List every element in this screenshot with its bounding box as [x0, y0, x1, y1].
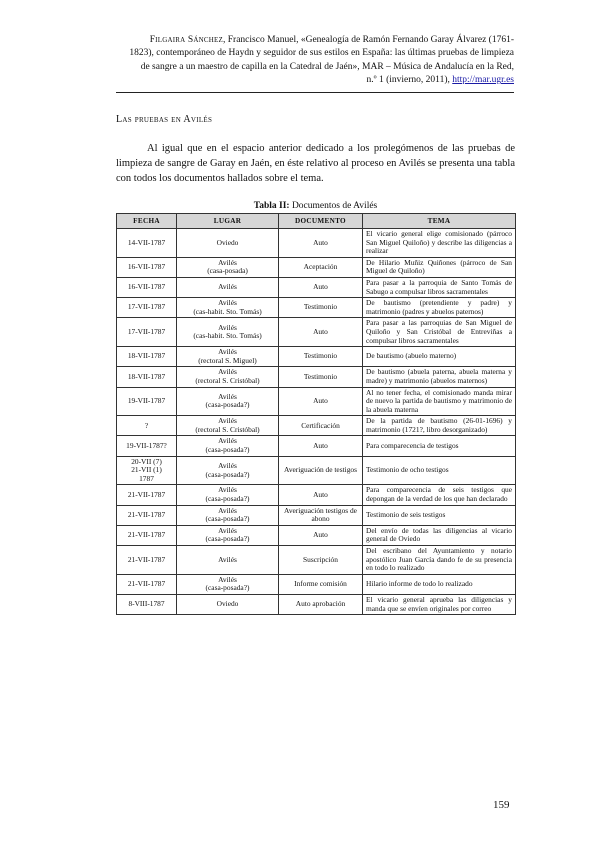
- table-row: [117, 298, 516, 318]
- cell-tema: De bautismo (pretendiente y padre) y matrimonio (padres y abuelos paternos): [363, 298, 516, 318]
- running-header: [104, 34, 514, 88]
- cell-tema: De bautismo (abuelo materno): [363, 347, 516, 367]
- cell-tema: El vicario general aprueba las diligencias y manda que se envíen originales por correo: [363, 594, 516, 614]
- cell-tema: Para pasar a las parroquias de San Miguel de Quiloño y San Cristóbal de Entreviñas a compulsar libros sacramentales: [363, 318, 516, 347]
- table-row: [117, 574, 516, 594]
- cell-tema: Para comparecencia de testigos: [363, 436, 516, 456]
- cell-lugar: Avilés (casa-posada?): [177, 525, 279, 545]
- cell-fecha: 19-VII-1787: [117, 387, 177, 416]
- cell-fecha: 21-VII-1787: [117, 525, 177, 545]
- header-link[interactable]: http://mar.ugr.es: [452, 75, 514, 86]
- cell-documento: Informe comisión: [279, 574, 363, 594]
- cell-fecha: 14-VII-1787: [117, 229, 177, 258]
- table-row: [117, 416, 516, 436]
- cell-lugar: Avilés (casa-posada?): [177, 456, 279, 485]
- cell-documento: Auto aprobación: [279, 594, 363, 614]
- cell-tema: El vicario general elige comisionado (párroco San Miguel Quiloño) y describe las diligencias a realizar: [363, 229, 516, 258]
- cell-documento: Testimonio: [279, 347, 363, 367]
- cell-documento: Auto: [279, 277, 363, 297]
- table-row: [117, 525, 516, 545]
- cell-tema: Para comparecencia de seis testigos que depongan de la verdad de los que han declarado: [363, 485, 516, 505]
- cell-lugar: Oviedo: [177, 594, 279, 614]
- cell-documento: Auto: [279, 229, 363, 258]
- table-row: [117, 387, 516, 416]
- cell-tema: Testimonio de ocho testigos: [363, 456, 516, 485]
- cell-documento: Auto: [279, 318, 363, 347]
- cell-lugar: Avilés (rectoral S. Cristóbal): [177, 416, 279, 436]
- cell-lugar: Avilés (casa-posada?): [177, 387, 279, 416]
- cell-tema: Al no tener fecha, el comisionado manda mirar de nuevo la partida de bautismo y matrimonio de la abuela materna: [363, 387, 516, 416]
- table-row: [117, 257, 516, 277]
- body-paragraph: Al igual que en el espacio anterior dedicado a los prolegómenos de las pruebas de limpieza de sangre de Garay en Jaén, en éste relativo al proceso en Avilés se presenta una tabla con todos los documentos hallados sobre el tema.: [116, 143, 515, 185]
- cell-documento: Testimonio: [279, 298, 363, 318]
- cell-documento: Auto: [279, 525, 363, 545]
- documents-table: [116, 213, 516, 615]
- header-documento: DOCUMENTO: [279, 214, 363, 229]
- table-row: [117, 594, 516, 614]
- table-row: [117, 347, 516, 367]
- cell-documento: Suscripción: [279, 546, 363, 575]
- cell-lugar: Avilés: [177, 546, 279, 575]
- cell-documento: Certificación: [279, 416, 363, 436]
- cell-fecha: 20-VII (7) 21-VII (1) 1787: [117, 456, 177, 485]
- header-lugar: LUGAR: [177, 214, 279, 229]
- header-line-1: Filgaira Sánchez, Francisco Manuel, «Genealogía de Ramón Fernando Garay Álvarez (1761-: [149, 35, 514, 45]
- cell-fecha: 18-VII-1787: [117, 367, 177, 387]
- table-row: [117, 485, 516, 505]
- header-author: Filgaira Sánchez: [149, 35, 224, 45]
- table-body: [117, 229, 516, 615]
- cell-fecha: 17-VII-1787: [117, 298, 177, 318]
- cell-tema: Del escribano del Ayuntamiento y notario apostólico Juan García dando fe de su presencia en todo lo realizado: [363, 546, 516, 575]
- cell-lugar: Avilés (rectoral S. Miguel): [177, 347, 279, 367]
- table-row: [117, 546, 516, 575]
- cell-tema: De la partida de bautismo (26-01-1696) y matrimonio (1721?, libro desorganizado): [363, 416, 516, 436]
- header-line-3: de sangre a un maestro de capilla en la Catedral de Jaén», MAR – Música de Andalucía en la Red,: [140, 61, 514, 72]
- table-row: [117, 456, 516, 485]
- table-header-row: [117, 214, 516, 229]
- cell-fecha: ?: [117, 416, 177, 436]
- cell-tema: De Hilario Muñiz Quiñones (párroco de San Miguel de Quiloño): [363, 257, 516, 277]
- table-caption: Tabla II: Documentos de Avilés: [253, 201, 378, 211]
- cell-lugar: Avilés (casa-posada?): [177, 505, 279, 525]
- cell-tema: De bautismo (abuela paterna, abuela materna y madre) y matrimonio (abuelos maternos): [363, 367, 516, 387]
- cell-fecha: 17-VII-1787: [117, 318, 177, 347]
- cell-fecha: 21-VII-1787: [117, 574, 177, 594]
- cell-fecha: 19-VII-1787?: [117, 436, 177, 456]
- cell-tema: Hilario informe de todo lo realizado: [363, 574, 516, 594]
- cell-fecha: 21-VII-1787: [117, 485, 177, 505]
- cell-documento: Averiguación testigos de abono: [279, 505, 363, 525]
- header-rule: [116, 92, 514, 93]
- cell-documento: Auto: [279, 436, 363, 456]
- cell-documento: Auto: [279, 387, 363, 416]
- cell-documento: Averiguación de testigos: [279, 456, 363, 485]
- section-title: Las pruebas en Avilés: [116, 114, 213, 125]
- cell-tema: Del envío de todas las diligencias al vicario general de Oviedo: [363, 525, 516, 545]
- cell-lugar: Avilés (cas-habit. Sto. Tomás): [177, 298, 279, 318]
- cell-lugar: Avilés (rectoral S. Cristóbal): [177, 367, 279, 387]
- cell-lugar: Avilés (casa-posada?): [177, 485, 279, 505]
- table-row: [117, 277, 516, 297]
- cell-lugar: Oviedo: [177, 229, 279, 258]
- cell-lugar: Avilés: [177, 277, 279, 297]
- cell-tema: Para pasar a la parroquia de Santo Tomás de Sabugo a compulsar libros sacramentales: [363, 277, 516, 297]
- table-row: [117, 229, 516, 258]
- cell-lugar: Avilés (casa-posada?): [177, 574, 279, 594]
- cell-tema: Testimonio de seis testigos: [363, 505, 516, 525]
- cell-fecha: 18-VII-1787: [117, 347, 177, 367]
- table-row: [117, 318, 516, 347]
- table-row: [117, 367, 516, 387]
- cell-fecha: 16-VII-1787: [117, 257, 177, 277]
- cell-fecha: 16-VII-1787: [117, 277, 177, 297]
- cell-documento: Auto: [279, 485, 363, 505]
- header-fecha: FECHA: [117, 214, 177, 229]
- cell-fecha: 21-VII-1787: [117, 505, 177, 525]
- header-line-2: 1823), contemporáneo de Haydn y seguidor de sus estilos en España: las últimas pruebas de limpieza: [129, 48, 514, 59]
- table-row: [117, 436, 516, 456]
- header-tema: TEMA: [363, 214, 516, 229]
- cell-lugar: Avilés (casa-posada?): [177, 436, 279, 456]
- cell-lugar: Avilés (casa-posada): [177, 257, 279, 277]
- cell-documento: Aceptación: [279, 257, 363, 277]
- page-number: 159: [493, 799, 510, 811]
- cell-documento: Testimonio: [279, 367, 363, 387]
- cell-fecha: 21-VII-1787: [117, 546, 177, 575]
- cell-lugar: Avilés (cas-habit. Sto. Tomás): [177, 318, 279, 347]
- header-line-4: n.º 1 (invierno, 2011), http://mar.ugr.es: [366, 75, 514, 86]
- table-row: [117, 505, 516, 525]
- cell-fecha: 8-VIII-1787: [117, 594, 177, 614]
